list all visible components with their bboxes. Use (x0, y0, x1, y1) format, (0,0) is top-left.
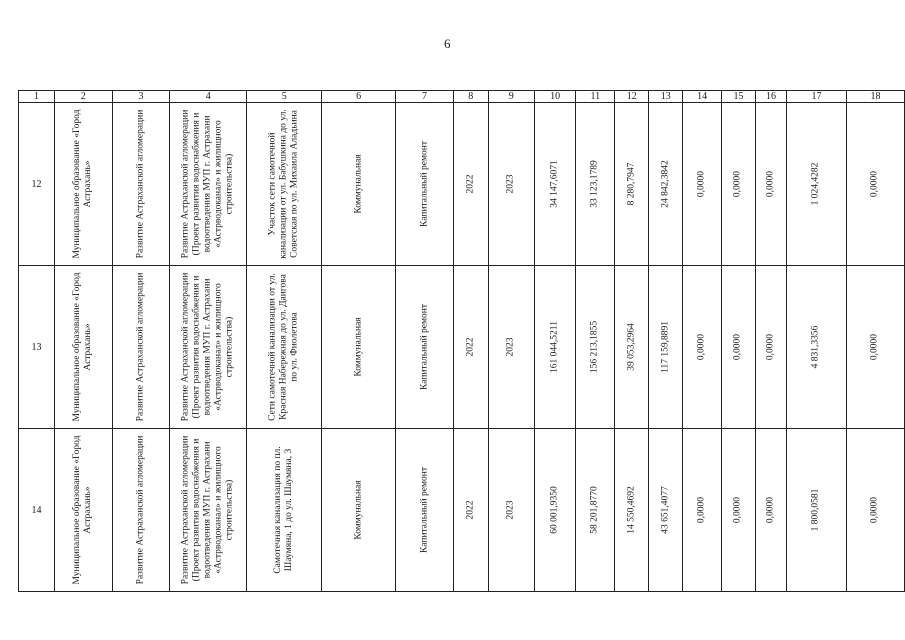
value-col-16: 0,0000 (765, 333, 776, 361)
table-cell (322, 103, 396, 266)
page-number: 6 (444, 36, 451, 51)
column-header: 17 (787, 91, 847, 103)
total-cost: 60 001,9350 (549, 486, 560, 534)
header-row (19, 91, 905, 103)
total-cost: 34 147,6071 (549, 160, 560, 208)
row-number: 12 (19, 103, 55, 266)
column-header: 6 (322, 91, 396, 103)
column-header: 14 (683, 91, 722, 103)
infrastructure-type: Коммунальная (353, 154, 364, 214)
table-cell (615, 429, 649, 592)
table-row (19, 103, 905, 266)
column-header: 9 (488, 91, 534, 103)
column-header: 10 (534, 91, 576, 103)
column-header: 2 (54, 91, 112, 103)
object-name: Самотечная канализация по пл. Шаумяна, 1 до ул. Шаумяна, 3 (273, 446, 295, 574)
value-col-13: 117 159,8891 (660, 321, 671, 373)
table-cell (787, 266, 847, 429)
table-cell (576, 103, 615, 266)
table-cell (576, 429, 615, 592)
table-cell (846, 429, 904, 592)
column-header: 8 (453, 91, 488, 103)
value-col-12: 14 550,4692 (626, 486, 637, 534)
infrastructure-type: Коммунальная (353, 480, 364, 540)
table-cell (170, 103, 247, 266)
table-cell (112, 266, 170, 429)
table-cell (322, 429, 396, 592)
table-cell (649, 429, 683, 592)
project: Развитие Астраханской агломерации (Проект развития водоснабжения и водоотведения МУП г. Астрахани «Астрводоканал» и жилищного строительства) (180, 272, 235, 422)
table-cell (683, 103, 722, 266)
table-cell (322, 266, 396, 429)
column-header: 15 (721, 91, 755, 103)
program: Развитие Астраханской агломерации (135, 272, 146, 422)
value-col-13: 24 842,3842 (660, 160, 671, 208)
value-col-14: 0,0000 (696, 333, 707, 361)
value-col-18: 0,0000 (869, 496, 880, 524)
table-cell (534, 429, 576, 592)
column-header: 4 (170, 91, 247, 103)
table-cell (576, 266, 615, 429)
program: Развитие Астраханской агломерации (135, 435, 146, 585)
municipality: Муниципальное образование «Город Астрахань» (72, 109, 94, 259)
value-col-11: 156 213,1855 (589, 320, 600, 374)
table-cell (721, 429, 755, 592)
table-cell (170, 429, 247, 592)
table-cell (615, 103, 649, 266)
table-cell (488, 103, 534, 266)
value-col-18: 0,0000 (869, 170, 880, 198)
table-cell (787, 429, 847, 592)
column-header: 3 (112, 91, 170, 103)
end-year: 2023 (505, 500, 516, 520)
table-cell (534, 103, 576, 266)
table-row (19, 266, 905, 429)
end-year: 2023 (505, 337, 516, 357)
table-cell (54, 103, 112, 266)
table-cell (615, 266, 649, 429)
value-col-11: 33 123,1789 (589, 160, 600, 208)
table-cell (396, 103, 454, 266)
project: Развитие Астраханской агломерации (Проект развития водоснабжения и водоотведения МУП г. Астрахани «Астрводоканал» и жилищного строительства) (180, 435, 235, 585)
work-type: Капитальный ремонт (419, 467, 430, 554)
table-cell (787, 103, 847, 266)
table-cell (453, 103, 488, 266)
table-cell (755, 266, 786, 429)
value-col-15: 0,0000 (732, 170, 743, 198)
column-header: 7 (396, 91, 454, 103)
project: Развитие Астраханской агломерации (Проект развития водоснабжения и водоотведения МУП г. Астрахани «Астрводоканал» и жилищного строительства) (180, 109, 235, 259)
table-cell (846, 266, 904, 429)
value-col-14: 0,0000 (696, 170, 707, 198)
object-name: Участок сети самотечной канализации от ул. Бабушкина до ул. Советская по ул. Михаила Аладьина (267, 109, 300, 259)
value-col-16: 0,0000 (765, 496, 776, 524)
data-table (18, 90, 905, 592)
table-cell (755, 103, 786, 266)
table-cell (247, 266, 322, 429)
table-cell (112, 103, 170, 266)
program: Развитие Астраханской агломерации (135, 109, 146, 259)
row-number: 14 (19, 429, 55, 592)
infrastructure-type: Коммунальная (353, 317, 364, 377)
table-cell (846, 103, 904, 266)
table-cell (534, 266, 576, 429)
start-year: 2022 (465, 337, 476, 357)
table-row (19, 429, 905, 592)
table-cell (721, 266, 755, 429)
start-year: 2022 (465, 500, 476, 520)
table-cell (396, 429, 454, 592)
value-col-14: 0,0000 (696, 496, 707, 524)
table-cell (683, 266, 722, 429)
value-col-18: 0,0000 (869, 333, 880, 361)
column-header: 13 (649, 91, 683, 103)
row-number: 13 (19, 266, 55, 429)
table-cell (170, 266, 247, 429)
table-cell (247, 429, 322, 592)
column-header: 16 (755, 91, 786, 103)
value-col-11: 58 201,8770 (589, 486, 600, 534)
value-col-15: 0,0000 (732, 333, 743, 361)
value-col-17: 4 831,3356 (810, 325, 821, 369)
start-year: 2022 (465, 174, 476, 194)
column-header: 18 (846, 91, 904, 103)
table-cell (54, 266, 112, 429)
value-col-17: 1 024,4282 (810, 162, 821, 206)
municipality: Муниципальное образование «Город Астрахань» (72, 435, 94, 585)
column-header: 11 (576, 91, 615, 103)
column-header: 1 (19, 91, 55, 103)
column-header: 12 (615, 91, 649, 103)
end-year: 2023 (505, 174, 516, 194)
table-cell (721, 103, 755, 266)
value-col-17: 1 800,0581 (810, 488, 821, 532)
table-cell (54, 429, 112, 592)
object-name: Сети самотечной канализации от ул. Красная Набережная до ул. Даигова по ул. Фиолетова (267, 273, 300, 421)
table-cell (453, 266, 488, 429)
value-col-12: 39 053,2964 (626, 323, 637, 371)
table-cell (488, 266, 534, 429)
municipality: Муниципальное образование «Город Астрахань» (72, 272, 94, 422)
value-col-16: 0,0000 (765, 170, 776, 198)
table-cell (649, 266, 683, 429)
table-cell (755, 429, 786, 592)
table-cell (396, 266, 454, 429)
value-col-13: 43 651,4077 (660, 486, 671, 534)
table-cell (488, 429, 534, 592)
column-header: 5 (247, 91, 322, 103)
value-col-15: 0,0000 (732, 496, 743, 524)
value-col-12: 8 280,7947 (626, 162, 637, 206)
table-cell (649, 103, 683, 266)
work-type: Капитальный ремонт (419, 141, 430, 228)
table-cell (112, 429, 170, 592)
table-cell (453, 429, 488, 592)
work-type: Капитальный ремонт (419, 304, 430, 391)
total-cost: 161 044,5211 (549, 321, 560, 373)
table-cell (247, 103, 322, 266)
table-cell (683, 429, 722, 592)
